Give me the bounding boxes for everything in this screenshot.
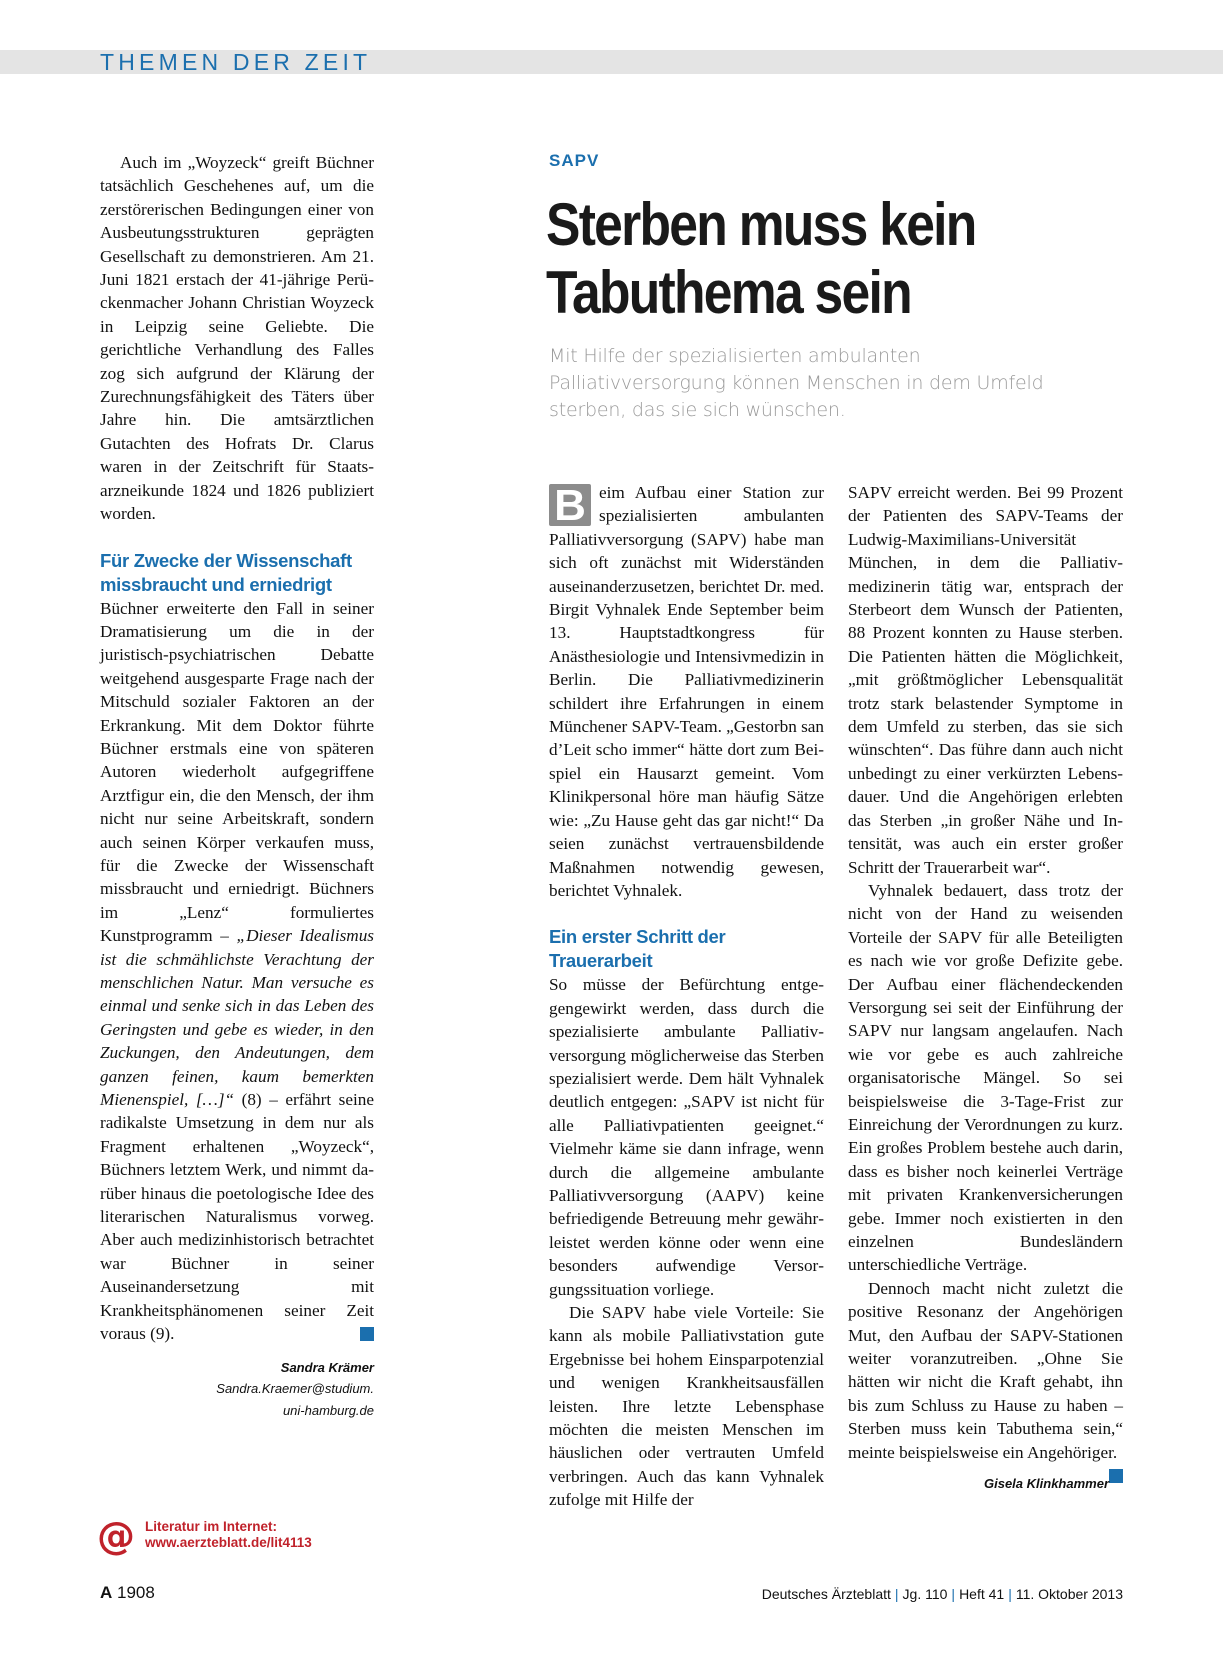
right-column	[848, 481, 1123, 1495]
literature-label: Literatur im Internet:	[145, 1519, 278, 1534]
literature-link[interactable]: www.aerzteblatt.de/lit4113	[145, 1535, 312, 1550]
middle-column	[549, 481, 824, 1512]
headline-line-1: Sterben muss kein	[546, 191, 976, 258]
page-prefix: A	[100, 1583, 113, 1602]
right-paragraph-3-text: Dennoch macht nicht zuletzt die positive Resonanz der Angehörigen Mut, den Aufbau der SAPV-Stationen weiter voranzutreiben. „Ohne Sie hätten wir nicht die Kraft gehabt, ihn bis zum Schluss zu Hause zu haben – Sterben muss kein Tabuthema sein,“ meinte beispielsweise ein Angehöriger.	[848, 1278, 1123, 1462]
right-paragraph-1: SAPV erreicht werden. Bei 99 Prozent der Patienten des SAPV-Teams der Ludwig-Maximilians-Universität München, in dem die Palliativmedizinerin tätig war, entsprach der Sterbeort dem Wunsch der Patienten, 88 Prozent konnten zu Hause sterben. Die Patienten hätten die Möglichkeit, „mit größtmöglicher Lebensqualität trotz stark belastender Symptome in dem Umfeld zu sterben, das sie sich wünschten“. Das führe dann auch nicht unbedingt zu einer verkürzten Lebensdauer. Und die Angehörigen erlebten das Sterben „in großer Nähe und Intensität, was auch ein erster großer Schritt der Trauerarbeit war“.	[848, 483, 1123, 877]
mid-paragraph-1-text: eim Aufbau einer Station zur spezialisierten ambulanten Palliativversorgung (SAPV) habe man sich oft zunächst mit Widerständen auseinanderzusetzen, berichtet Dr. med. Birgit Vyhnalek Ende September beim 13. Hauptstadtkongress für Anästhesiologie und Intensivmedizin in Berlin. Die Palliativmedizinerin schildert ihre Erfahrungen in einem Münchener SAPV-Team. „Gestorbn san d’Leit scho immer“ hätte dort zum Beispiel ein Hausarzt gemeint. Vom Klinikpersonal höre man häufig Sätze wie: „Zu Hause geht das gar nicht!“ Da seien zunächst vertrauensbildende Maßnahmen notwendig gewesen, berichtet Vyhnalek.	[549, 483, 825, 900]
journal-issue: Heft 41	[959, 1586, 1005, 1602]
left-paragraph-2-end: (8) – erfährt seine radikalste Umsetzung in dem nur als Fragment erhaltenen „Woyzeck“, Büchners letztem Werk, und nimmt darüber hinaus die poetologische Idee des literarischen Naturalismus vorweg. Aber auch medizinhistorisch betrachtet war Büchner in seiner Auseinandersetzung mit Krankheitsphänomenen seiner Zeit voraus (9).	[100, 1090, 374, 1344]
left-subheading: Für Zwecke der Wissenschaft missbraucht und erniedrigt	[100, 549, 352, 595]
article-author: Gisela Klinkhammer	[984, 1476, 1109, 1492]
article-deck: Mit Hilfe der spezialisierten ambulanten Palliativversorgung können Menschen in dem Umfeld sterben, das sie sich wünschen.	[549, 345, 1044, 421]
footer-separator: |	[1008, 1586, 1012, 1602]
article-headline	[546, 191, 1062, 327]
page-number-value: 1908	[117, 1583, 155, 1602]
journal-date: 11. Oktober 2013	[1015, 1586, 1123, 1602]
journal-name: Deutsches Ärzteblatt	[761, 1586, 891, 1602]
right-paragraph-2: Vyhnalek bedauert, dass trotz der nicht von der Hand zu weisenden Vorteile der SAPV für alle Beteiligten es nach wie vor große Defizite gebe. Der Aufbau einer flächendeckenden Versorgung sei seit der Einführung der SAPV nur langsam angelaufen. Nach wie vor gebe es auch zahlreiche organisatorische Mängel. So sei beispielsweise die 3-Tage-Frist zur Einreichung der Verordnungen zu kurz. Ein großes Problem bestehe auch darin, dass es bisher noch keinerlei Verträge mit privaten Krankenversicherungen gebe. Immer noch existierten in den einzelnen Bundesländern unterschiedliche Verträge.	[848, 880, 1123, 1275]
headline-line-2: Tabuthema sein	[546, 259, 911, 326]
left-paragraph-2-start: Büchner erweiterte den Fall in seiner Dramatisierung um die in der juristisch-psychiatrischen Debatte weitgehend ausgesparte Frage nach der Mitschuld sozialer Faktoren an der Erkrankung. Mit dem Doktor führte Büchner erstmals eine von späteren Autoren wiederholt aufgegriffene Arztfigur ein, die den Mensch, der ihm nicht nur seine Arbeitskraft, sondern auch seinen Körper verkaufen muss, für die Zwecke der Wissenschaft missbraucht und erniedrigt. Büchners im „Lenz“ formuliertes Kunstprogramm –	[100, 598, 374, 946]
left-paragraph-1: Auch im „Woyzeck“ greift Büchner tatsächlich Geschehenes auf, um die zerstörerischen Bedingungen einer von Ausbeutungsstrukturen geprägten Gesellschaft zu demonstrieren. Am 21. Juni 1821 erstach der 41-jährige Perückenmacher Johann Christian Woyzeck in Leipzig seine Geliebte. Die gerichtliche Verhandlung des Falles zog sich aufgrund der Klärung der Zurechnungsfähigkeit des Täters über Jahre hin. Die amtsärztlichen Gutachten des Hofrats Dr. Clarus waren in der Zeitschrift für Staatsarzneikunde 1824 und 1826 publiziert worden.	[100, 153, 374, 524]
article-kicker: SAPV	[549, 151, 600, 170]
footer-journal-info	[762, 1586, 1123, 1602]
section-title: THEMEN DER ZEIT	[100, 49, 372, 75]
at-sign-icon: @	[97, 1514, 135, 1558]
literature-box[interactable]	[97, 1516, 377, 1556]
footer-separator: |	[951, 1586, 956, 1602]
dropcap: B	[549, 484, 591, 526]
left-paragraph-2	[100, 597, 374, 1346]
author-email-line-2: uni-hamburg.de	[282, 1402, 374, 1418]
left-column	[100, 151, 374, 1422]
right-paragraph-3	[848, 1277, 1123, 1464]
journal-volume: Jg. 110	[902, 1586, 948, 1602]
mid-paragraph-1	[549, 481, 824, 902]
left-author: Sandra Krämer	[280, 1359, 374, 1375]
lenz-quote: „Dieser Idealismus ist die schmählichste Verachtung der menschlichen Natur. Man versuche es einmal und senke sich in das Leben des Geringsten und gebe es wieder, in den Zuckungen, den Andeutungen, dem ganzen feinen, kaum bemerkten Mienenspiel, […]“	[100, 926, 374, 1110]
end-mark-icon	[360, 1327, 374, 1341]
footer-separator: |	[894, 1586, 899, 1602]
author-email	[100, 1378, 374, 1422]
end-mark-icon	[1109, 1469, 1123, 1483]
page-number	[100, 1583, 155, 1603]
mid-subheading: Ein erster Schritt der Trauerarbeit	[549, 926, 726, 972]
mid-paragraph-2: So müsse der Befürchtung entgegengewirkt werden, dass durch die spezialisierte ambulante Palliativversorgung möglicherweise das Sterben spezialisiert werde. Dem hält Vyhnalek deutlich entgegen: „SAPV ist nicht für alle Palliativpatienten geeignet.“ Vielmehr käme sie dann infrage, wenn durch die allgemeine ambulante Palliativversorgung (AAPV) keine befriedigende Betreuung mehr gewährleistet werden könne oder wenn eine besonders aufwendige Versorgungssituation vorliege.	[549, 975, 824, 1299]
mid-paragraph-3: Die SAPV habe viele Vorteile: Sie kann als mobile Palliativstation gute Ergebnisse bei hohem Einsparpotenzial und wenigen Krankheitsausfällen leisten. Ihre letzte Lebensphase möchten die meisten Menschen im häuslichen oder vertrauten Umfeld verbringen. Auch das kann Vyhnalek zufolge mit Hilfe der	[549, 1303, 824, 1510]
author-email-line-1: Sandra.Kraemer@studium.	[216, 1380, 374, 1396]
